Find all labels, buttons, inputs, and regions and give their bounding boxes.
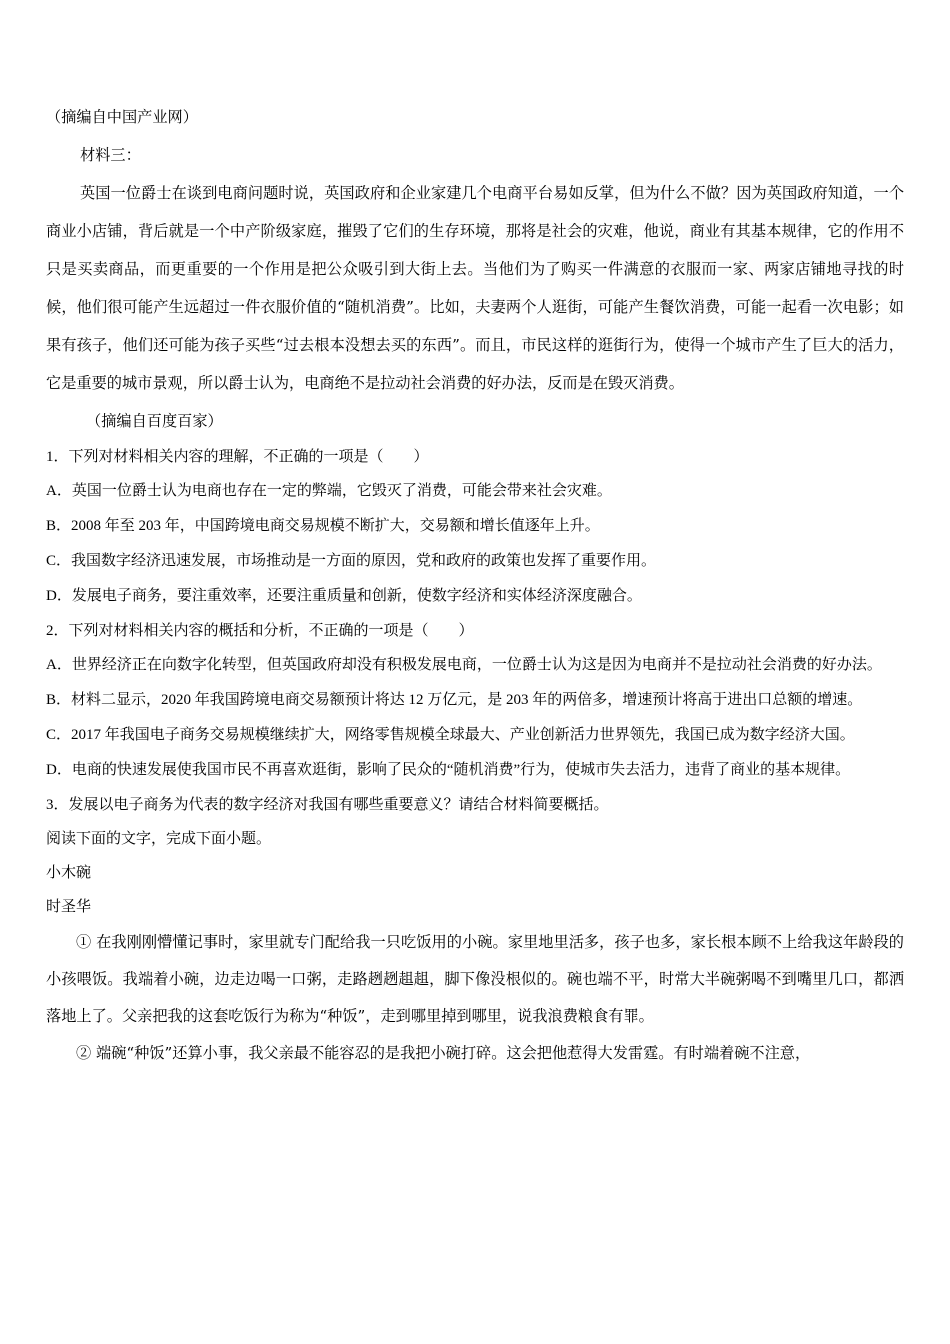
question-2-stem: 2．下列对材料相关内容的概括和分析，不正确的一项是（ ） (46, 623, 474, 639)
reading-instruction: 阅读下面的文字，完成下面小题。 (46, 831, 272, 847)
question-1-stem: 1．下列对材料相关内容的理解，不正确的一项是（ ） (46, 449, 429, 465)
reading-paragraph-2: ② 端碗“种饭”还算小事，我父亲最不能容忍的是我把小碗打碎。这会把他惹得大发雷霆。有时端着碗不注意， (76, 1044, 811, 1062)
question-1-option-d: D．发展电子商务，要注重效率，还要注重质量和创新，使数字经济和实体经济深度融合。 (46, 588, 642, 604)
material2-source: （摘编自中国产业网） (46, 108, 198, 126)
material3-body: 英国一位爵士在谈到电商问题时说，英国政府和企业家建几个电商平台易如反掌，但为什么不做？因为英国政府知道，一个商业小店铺，背后就是一个中产阶级家庭，摧毁了它们的生存环境，那将是社会的灾难，他说，商业有其基本规律，它的作用不只是买卖商品，而更重要的一个作用是把公众吸引到大街上去。当他们为了购买一件满意的衣服而一家、两家店铺地寻找的时候，他们很可能产生远超过一件衣服价值的“随机消费”。比如，夫妻两个人逛街，可能产生餐饮消费，可能一起看一次电影；如果有孩子，他们还可能为孩子买些“过去根本没想去买的东西”。而且，市民这样的逛街行为，使得一个城市产生了巨大的活力，它是重要的城市景观，所以爵士认为，电商绝不是拉动社会消费的好办法，反而是在毁灭消费。 (46, 184, 904, 392)
question-1 (46, 440, 904, 614)
question-2-option-b: B．材料二显示，2020 年我国跨境电商交易额预计将达 12 万亿元，是 203 年的两倍多，增速预计将高于进出口总额的增速。 (46, 692, 863, 708)
material3-heading: 材料三： (80, 146, 141, 164)
question-1-option-a: A．英国一位爵士认为电商也存在一定的弊端，它毁灭了消费，可能会带来社会灾难。 (46, 483, 612, 499)
question-2-option-d: D．电商的快速发展使我国市民不再喜欢逛街，影响了民众的“随机消费”行为，使城市失去活力，违背了商业的基本规律。 (46, 762, 851, 778)
reading-author: 时圣华 (46, 899, 92, 915)
question-3 (46, 788, 904, 822)
reading-paragraph-1: ① 在我刚刚懵懂记事时，家里就专门配给我一只吃饭用的小碗。家里地里活多，孩子也多，家长根本顾不上给我这年龄段的小孩喂饭。我端着小碗，边走边喝一口粥，走路趔趔趄趄，脚下像没根似的。碗也端不平，时常大半碗粥喝不到嘴里几口，都洒落地上了。父亲把我的这套吃饭行为称为“种饭”，走到哪里掉到哪里，说我浪费粮食有罪。 (46, 933, 904, 1025)
question-3-stem: 3．发展以电子商务为代表的数字经济对我国有哪些重要意义？请结合材料简要概括。 (46, 797, 609, 813)
material3-source: （摘编自百度百家） (86, 412, 223, 430)
reading-title: 小木碗 (46, 865, 92, 881)
question-1-option-b: B．2008 年至 203 年，中国跨境电商交易规模不断扩大，交易额和增长值逐年上升。 (46, 518, 600, 534)
question-2-option-a: A．世界经济正在向数字化转型，但英国政府却没有积极发展电商，一位爵士认为这是因为电商并不是拉动社会消费的好办法。 (46, 657, 882, 673)
question-2-option-c: C．2017 年我国电子商务交易规模继续扩大，网络零售规模全球最大、产业创新活力世界领先，我国已成为数字经济大国。 (46, 727, 855, 743)
question-1-option-c: C．我国数字经济迅速发展，市场推动是一方面的原因，党和政府的政策也发挥了重要作用。 (46, 553, 657, 569)
question-2 (46, 614, 904, 788)
